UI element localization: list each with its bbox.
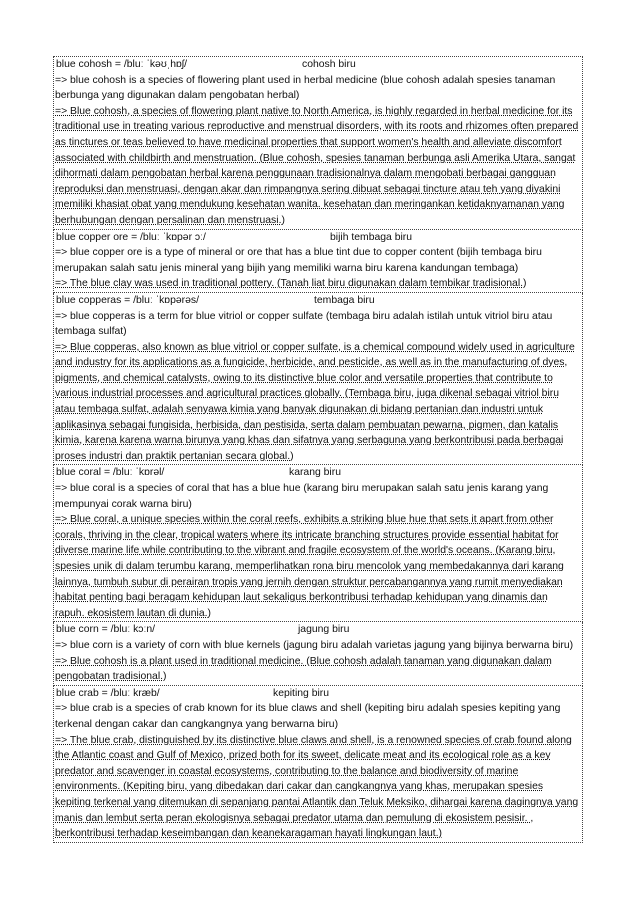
definition: => blue coral is a species of coral that has a blue hue (karang biru merupakan salah satu jenis karang yang mempunyai corak warna biru) <box>55 483 549 510</box>
definition: => blue copper ore is a type of mineral or ore that has a blue tint due to copper content (bijih tembaga biru merupakan salah satu jenis mineral yang bijih yang memiliki warna biru karena kandungan tembaga) <box>55 247 542 274</box>
translation: tembaga biru <box>314 294 375 306</box>
definition: => blue cohosh is a species of flowering plant used in herbal medicine (blue cohosh adalah spesies tanaman berbunga yang digunakan dalam pengobatan herbal) <box>55 74 556 102</box>
headword: blue crab = /bluː kræb/ <box>56 687 160 699</box>
entry-head <box>55 465 582 481</box>
translation: jagung biru <box>298 624 350 636</box>
entry-blue-coral <box>53 465 583 622</box>
definition: => blue corn is a variety of corn with blue kernels (jagung biru adalah varietas jagung yang bijinya berwarna biru) <box>55 639 574 651</box>
entry-head <box>55 686 582 702</box>
entry-blue-corn <box>53 622 583 685</box>
entry-blue-copperas <box>53 293 583 466</box>
example: => Blue coral, a unique species within the coral reefs, exhibits a striking blue hue that sets it apart from other corals, thriving in the clear, tropical waters where its intricate branching structures provide essential habitat for diverse marine life while contributing to the vibrant and fragile ecosystem of the world's oceans. (Karang biru, spesies unik di dalam terumbu karang, memperlihatkan rona biru mencolok yang membedakannya dari karang lainnya, tumbuh subur di perairan tropis yang jernih dengan struktur percabangannya yang rumit menyediakan habitat penting bagi beragam kehidupan laut sekaligus berkontribusi terhadap kehidupan yang dinamis dan rapuh. ekosistem lautan di dunia.) <box>55 514 564 619</box>
definition: => blue crab is a species of crab known for its blue claws and shell (kepiting biru adalah spesies kepiting yang terkenal dengan cakar dan cangkangnya yang berwarna biru) <box>55 703 561 730</box>
entry-head <box>55 293 582 309</box>
example: => Blue copperas, also known as blue vitriol or copper sulfate, is a chemical compound widely used in agriculture and industry for its applications as a fungicide, herbicide, and pesticide, as well as in the manufacturing of dyes, pigments, and chemical catalysts, owing to its distinctive blue color and versatile properties that contribute to various industrial processes and agricultural practices globally. (Tembaga biru, juga dikenal sebagai vitriol biru atau tembaga sulfat, adalah senyawa kimia yang banyak digunakan di bidang pertanian dan industri untuk aplikasinya sebagai fungisida, herbisida, dan pestisida, serta dalam pembuatan pewarna, pigmen, dan katalis kimia, karena karena warna birunya yang khas dan sifatnya yang serbaguna yang berkontribusi pada berbagai proses industri dan praktik pertanian secara global.) <box>55 341 575 462</box>
example: => The blue crab, distinguished by its distinctive blue claws and shell, is a renowned species of crab found along the Atlantic coast and Gulf of Mexico, prized both for its sweet, delicate meat and its ecological role as a key predator and scavenger in coastal ecosystems, contributing to the balance and biodiversity of marine environments. (Kepiting biru, yang dibedakan dari cakar dan cangkangnya yang khas, merupakan spesies kepiting terkenal yang ditemukan di sepanjang pantai Atlantik dan Teluk Meksiko, dihargai karena dagingnya yang manis dan lembut serta peran ekologisnya sebagai predator utama dan pemulung di ekosistem pesisir. , berkontribusi terhadap keseimbangan dan keanekaragaman hayati lingkungan laut.) <box>55 734 579 840</box>
headword: blue corn = /bluː kɔːn/ <box>56 624 156 636</box>
definition: => blue copperas is a term for blue vitriol or copper sulfate (tembaga biru adalah istilah untuk vitriol biru atau tembaga sulfat) <box>55 310 553 338</box>
headword: blue copper ore = /bluː ˈkɒpər ɔː/ <box>56 231 206 243</box>
entry-head <box>55 57 582 73</box>
example: => Blue cohosh is a plant used in traditional medicine. (Blue cohosh adalah tanaman yang digunakan dalam pengobatan tradisional.) <box>55 655 552 683</box>
headword: blue cohosh = /bluː ˈkəʊˌhɒʃ/ <box>56 59 187 70</box>
translation: cohosh biru <box>302 59 356 70</box>
example: => Blue cohosh, a species of flowering plant native to North America, is highly regarded in herbal medicine for its traditional use in treating various reproductive and menstrual disorders, with its roots and rhizomes often prepared as tinctures or teas believed to have medicinal properties that support women's health and alleviate discomfort associated with childbirth and menstruation. (Blue cohosh, spesies tanaman berbunga asli Amerika Utara, sangat dihormati dalam pengobatan herbal karena penggunaan tradisionalnya dalam mengobati berbagai gangguan reproduksi dan menstruasi, dengan akar dan rimpangnya sering dibuat sebagai tincture atau teh yang diyakini memiliki khasiat obat yang mendukung kesehatan wanita. kesehatan dan meringankan ketidaknyamanan yang berhubungan dengan persalinan dan menstruasi.) <box>55 105 579 226</box>
entry-blue-copper-ore <box>53 230 583 293</box>
headword: blue copperas = /bluː ˈkɒpərəs/ <box>56 294 199 306</box>
glossary-page <box>53 56 583 843</box>
entry-blue-cohosh <box>53 56 583 230</box>
entry-head <box>55 230 582 246</box>
entry-head <box>55 622 582 638</box>
headword: blue coral = /bluː ˈkɒrəl/ <box>56 467 165 479</box>
example: => The blue clay was used in traditional pottery. (Tanah liat biru digunakan dalam tembikar tradisional.) <box>55 278 527 290</box>
translation: bijih tembaga biru <box>330 231 413 243</box>
translation: karang biru <box>289 467 341 479</box>
translation: kepiting biru <box>273 687 330 699</box>
entry-blue-crab <box>53 686 583 843</box>
